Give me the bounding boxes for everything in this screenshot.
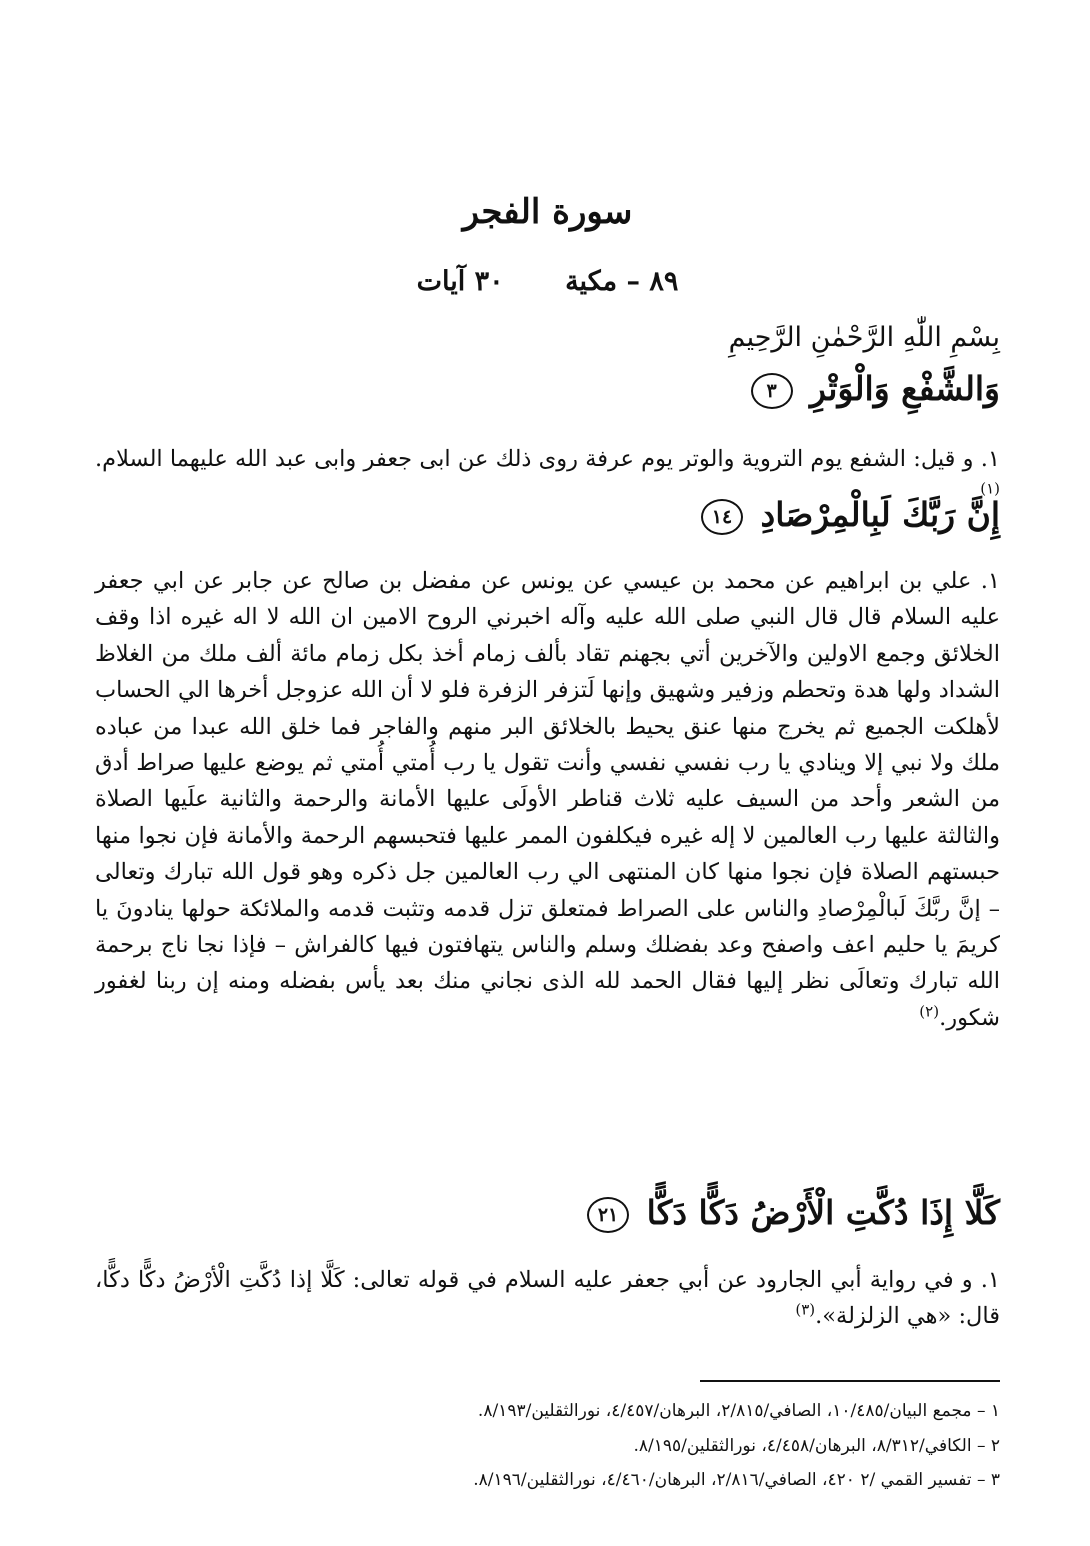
quran-verse-1 (751, 366, 1000, 412)
verse-number-badge: ٢١ (587, 1197, 629, 1233)
commentary-text: ١. علي بن ابراهيم عن محمد بن عيسي عن يونس عن مفضل بن صالح عن جابر عن ابي جعفر عليه السلام قال قال النبي صلى الله عليه وآله اخبرني الروح الامين ان الله لا اله غيره اذا وقف الخلائق وجمع الاولين والآخرين أتي بجهنم تقاد بألف زمام أخذ بكل زمام مائة ألف ملك من الغلاظ الشداد ولها هدة وتحطم وزفير وشهيق وإنها لَتزفر الزفرة فلو لا أن الله عزوجل أخرها الي الحساب لأهلكت الجميع ثم يخرج منها عنق يحيط بالخلائق البر منهم والفاجر فما خلق الله عبدا من عباده ملك ولا نبي إلا وينادي يا رب نفسي نفسي وأنت تقول يا رب أُمتي أُمتي ثم يوضع عليها صراط أدق من الشعر وأحد من السيف عليه ثلاث قناطر الأولَى عليها الأمانة والرحمة والثانية علَيها الصلاة والثالثة عليها رب العالمين لا إله غيره فيكلفون الممر عليها فتحبسهم الرحمة والأمانة فإن نجوا منها حبستهم الصلاة فإن نجوا منها كان المنتهى الي رب العالمين جل ذكره وهو قول الله تبارك وتعالى – إنَّ ربَّكَ لَبالْمِرْصادِ والناس على الصراط فمتعلق تزل قدمه وتثبت قدمه والملائكة حولها ينادونَ يا كريمَ يا حليم اعف واصفح وعد بفضلك وسلم والناس يتهافتون فيها كالفراش – فإذا نجا ناج برحمة الله تبارك وتعالَى نظر إليها فقال الحمد لله الذى نجاني منك بعد يأس بفضله ومنه إن ربنا لغفور شكور. (95, 568, 1000, 1031)
footnote-reference: (١) (980, 479, 1000, 498)
document-page (95, 0, 1000, 1546)
surah-number: ٨٩ – مكية (565, 266, 679, 297)
verse-number-badge: ٣ (751, 373, 793, 409)
footnote-3: ٣ – تفسير القمي /٢ ٤٢٠، الصافي/٢/٨١٦، البرهان/٤/٤٦٠، نورالثقلين/٨/١٩٦. (473, 1470, 1000, 1490)
commentary-text: ١. و قيل: الشفع يوم التروية والوتر يوم عرفة روى ذلك عن ابى جعفر وابى عبد الله عليهما السلام. (95, 446, 1000, 472)
footnote-reference: (٢) (919, 1002, 940, 1021)
commentary-paragraph-3 (95, 1262, 1000, 1335)
commentary-paragraph-2 (95, 563, 1000, 1036)
footnote-2: ٢ – الكافي/٨/٣١٢، البرهان/٤/٤٥٨، نورالثقلين/٨/١٩٥. (633, 1436, 1000, 1456)
surah-meta (95, 262, 1000, 302)
surah-title: سورة الفجر (462, 192, 633, 232)
footnote-1: ١ – مجمع البيان/١٠/٤٨٥، الصافي/٢/٨١٥، البرهان/٤/٤٥٧، نورالثقلين/٨/١٩٣. (477, 1401, 1000, 1421)
verse-text: إِنَّ رَبَّكَ لَبِالْمِرْصَادِ (760, 495, 1000, 534)
quran-verse-3 (587, 1190, 1000, 1236)
verse-text: وَالشَّفْعِ وَالْوَتْرِ (810, 369, 1000, 408)
commentary-text: ١. و في رواية أبي الجارود عن أبي جعفر عليه السلام في قوله تعالى: كَلَّا إذا دُكَّتِ الْأرْضُ دكًّا دكًّا، قال: «هي الزلزلة». (95, 1267, 1000, 1330)
basmala: بِسْمِ اللّٰهِ الرَّحْمٰنِ الرَّحِيمِ (728, 322, 1000, 353)
verse-number-badge: ١٤ (701, 499, 743, 535)
quran-verse-2 (701, 492, 1000, 538)
ayat-count: ٣٠ آيات (416, 266, 504, 297)
footnote-reference: (٣) (795, 1300, 816, 1319)
verse-text: كَلَّا إِذَا دُكَّتِ الْأَرْضُ دَكًّا دَكًّا (646, 1193, 1000, 1232)
footnote-divider (700, 1380, 1000, 1382)
